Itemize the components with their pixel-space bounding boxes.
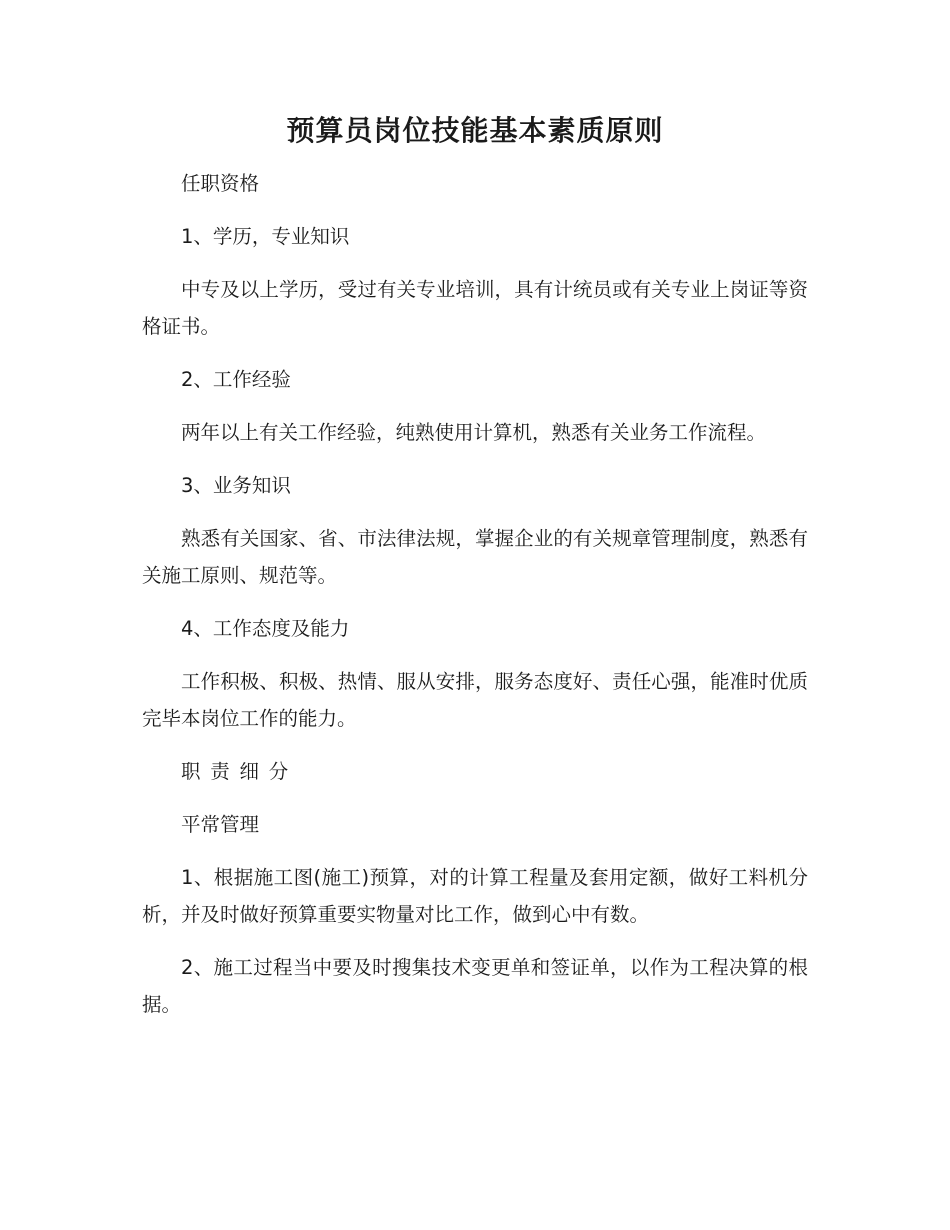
duty-item-1: 1、根据施工图(施工)预算，对的计算工程量及套用定额，做好工料机分析，并及时做好预算重要实物量对比工作，做到心中有数。 bbox=[142, 866, 808, 926]
item-attitude-heading: 4、工作态度及能力 bbox=[181, 617, 350, 640]
item-knowledge-heading: 3、业务知识 bbox=[181, 474, 291, 497]
heading-qualifications: 任职资格 bbox=[181, 172, 260, 195]
item-education-heading: 1、学历，专业知识 bbox=[181, 225, 350, 248]
item-experience-heading: 2、工作经验 bbox=[181, 368, 291, 391]
document-title: 预算员岗位技能基本素质原则 bbox=[286, 114, 664, 147]
duty-item-2: 2、施工过程当中要及时搜集技术变更单和签证单，以作为工程决算的根据。 bbox=[142, 956, 808, 1016]
item-attitude-text: 工作积极、积极、热情、服从安排，服务态度好、责任心强，能准时优质完毕本岗位工作的能力。 bbox=[142, 670, 808, 730]
heading-daily-management: 平常管理 bbox=[181, 813, 260, 836]
item-experience-text: 两年以上有关工作经验，纯熟使用计算机，熟悉有关业务工作流程。 bbox=[181, 421, 767, 444]
item-knowledge-text: 熟悉有关国家、省、市法律法规，掌握企业的有关规章管理制度，熟悉有关施工原则、规范等。 bbox=[142, 527, 808, 587]
item-education-text: 中专及以上学历，受过有关专业培训，具有计统员或有关专业上岗证等资格证书。 bbox=[142, 278, 808, 338]
heading-duties: 职责细分 bbox=[181, 760, 299, 783]
document-body bbox=[142, 165, 808, 1039]
